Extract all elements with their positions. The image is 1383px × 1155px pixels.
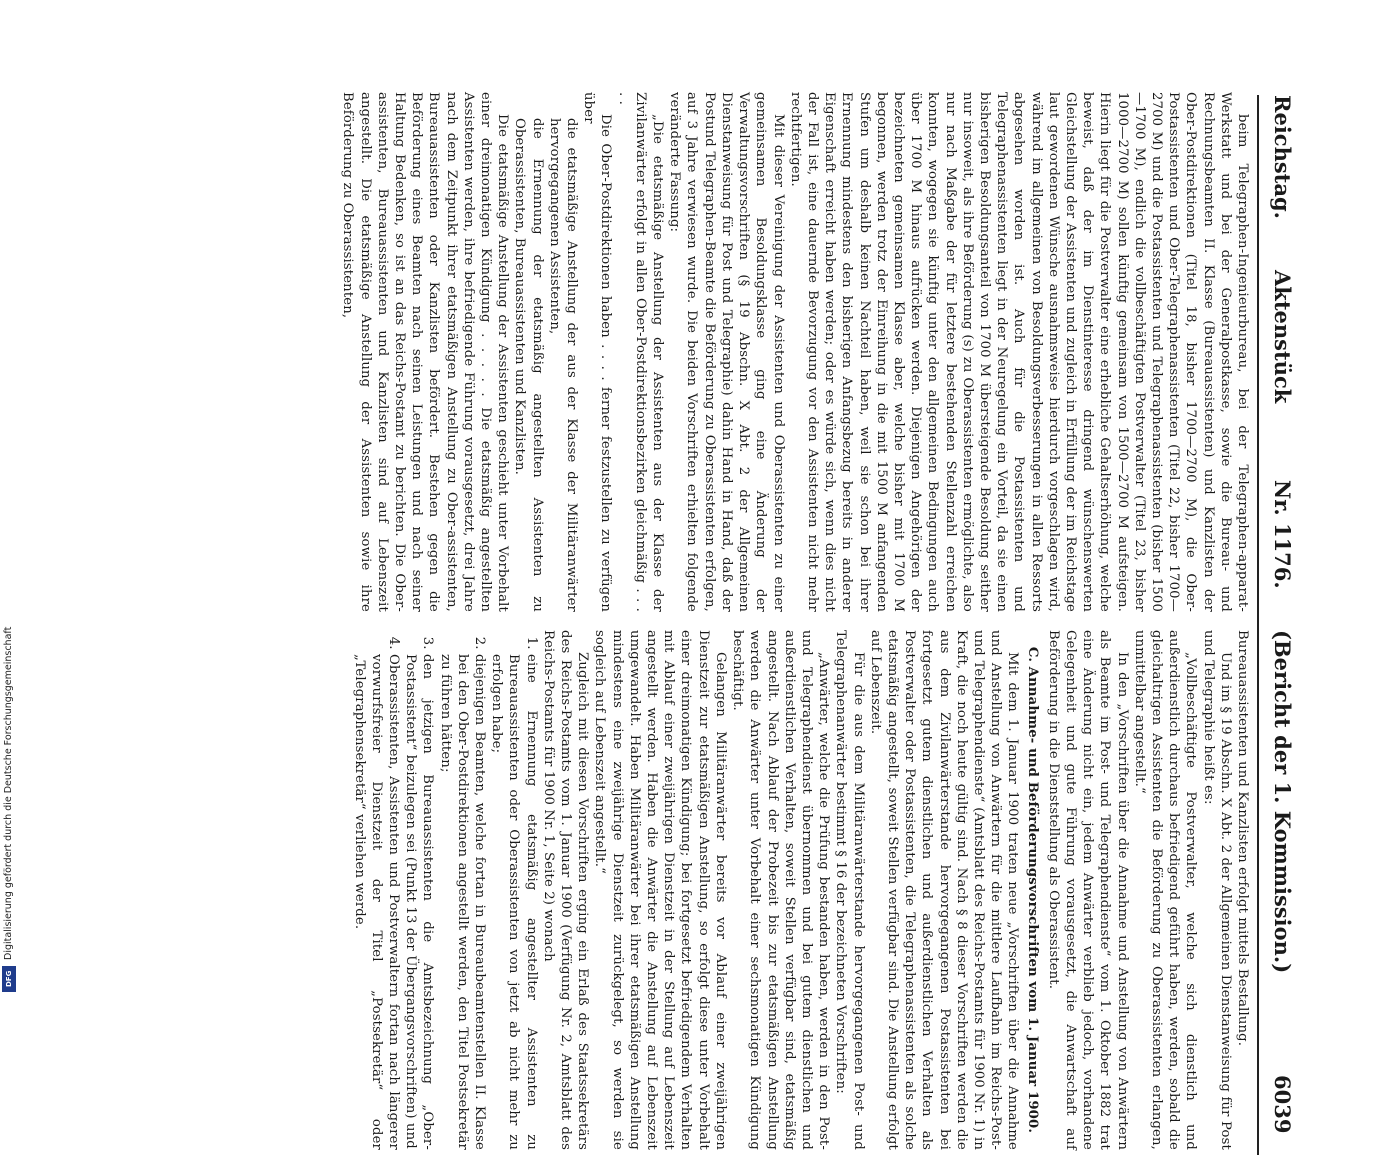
paragraph: „Vollbeschäftigte Postverwalter, welche sich dienstlich und außerdienstlich durchaus befriedigend geführt haben, werden, sobald die gleichaltrigen Assistenten die Beförderung zu Oberassistenten erlangen, unmittelbar angestellt.“ (1131, 630, 1199, 1150)
list-item: 2. diejenigen Beamten, welche fortan in Bureaubeamtenstellen II. Klasse bei den Ober-Postdirektionen angestellt werden, den Titel Postsekretär zu führen hätten; (436, 654, 488, 1150)
paragraph: Bureauassistenten und Kanzlisten erfolgt mittels Bestallung. (1235, 630, 1250, 1047)
header-document-type: Aktenstück (1270, 270, 1295, 404)
page-header (1265, 0, 1305, 1134)
dfg-logo: DFG (2, 966, 16, 992)
paragraph: Die etatsmäßige Anstellung der Assistenten geschieht unter Vorbehalt einer dreimonatigen Kündigung . . . . . Die etatsmäßig angestellten Assistenten werden, ihre befriedigende Führung vorausgesetzt, drei Jahre nach dem Zeitpunkt ihrer etatsmäßigen Anstellung zu Ober-assistenten, Bureauassistenten oder Kanzlisten befördert. Bestehen gegen die Beförderung eines Beamten nach seinen Leistungen und nach seiner Haltung Bedenken, so ist an das Reichs-Postamt zu berichten. Die Ober-assistenten, Bureauassistenten und Kanzlisten sind auf Lebenszeit angestellt. Die etatsmäßige Anstellung der Assistenten sowie ihre Beförderung zu Oberassistenten, (340, 92, 511, 612)
left-column (340, 92, 1251, 612)
page-number: 6039 (1270, 1075, 1295, 1134)
paragraph: die Ernennung der etatsmäßig angestellten Assistenten zu Oberassistenten, Bureauassistenten und Kanzlisten. (512, 118, 545, 612)
list-item: 3. den jetzigen Bureauassistenten die Amtsbezeichnung „Ober-Postassistent“ beizulegen sei (Punkt 13 der Übergangsvorschriften) und (402, 654, 436, 1150)
paragraph: Für die aus dem Militäranwärterstande hervorgegangenen Post- und Telegraphenanwärter bestimmt § 16 der bezeichneten Vorschriften: (833, 630, 866, 1150)
paragraph: Mit dem 1. Januar 1900 traten neue „Vorschriften über die Annahme und Anstellung von Anwärtern für die mittlere Laufbahn im Reichs-Post- und Telegraphendienste“ (Amtsblatt des Reichs-Postamts für 1900 Nr. 1) in Kraft, die noch heute gültig sind. Nach § 8 dieser Vorschriften werden die aus dem Zivilanwärterstande hervorgegangenen Postassistenten bei fortgesetzt gutem dienstlichen und außerdienstlichen Verhalten als Postverwalter oder Postassistenten, die Telegraphenassistenten als solche etatsmäßig angestellt, soweit Stellen verfügbar sind. Die Anstellung erfolgt auf Lebenszeit. (867, 630, 1021, 1150)
footer-text: Digitalisierung gefördert durch die Deutsche Forschungsgemeinschaft (3, 626, 14, 960)
paragraph: Zugleich mit diesen Vorschriften erging ein Erlaß des Staatssekretärs des Reichs-Postamts vom 1. Januar 1900 (Verfügung Nr. 2, Amtsblatt des Reichs-Postamts für 1900 Nr. 1, Seite 2) wonach (540, 630, 591, 1150)
paragraph: beim Telegraphen-Ingenieurbureau, bei der Telegraphen-apparat-Werkstatt und bei der Generalpostkasse, sowie die Bureau- und Rechnungsbeamten II. Klasse (Bureauassistenten) und Kanzlisten der Ober-Postdirektionen (Titel 18, bisher 1700—2700 M), die Ober-Postassistenten und Ober-Telegraphenassistenten (Titel 22, bisher 1700—2700 M) und die Postassistenten und Telegraphenassistenten (bisher 1500—1700 M), endlich die vollbeschäftigten Postverwalter (Titel 23, bisher 1000—2700 M) sollen künftig gemeinsam von 1500—2700 M aufsteigen. Hierin liegt für die Postverwalter eine erhebliche Gehaltserhöhung, welche beweist, daß der im Dienstinteresse dringend wünschenswerten Gleichstellung der Assistenten und zugleich in Erfüllung der im Reichstage laut gewordenen Wünsche ausnahmsweise hierdurch vorgeschlagen wird, während im allgemeinen von Besoldungsverbesserungen in allen Ressorts abgesehen worden ist. Auch für die Postassistenten und Telegraphenassistenten liegt in der Neuregelung ein Vorteil, da sie einen bisherigen Besoldungsanteil von 1700 M übersteigende Besoldung seither nur insoweit, als ihre Beförderung (s) zu Oberassistenten ermöglichte, also nur nach Maßgabe der für letztere bestehenden Stellenzahl erreichen konnten, wogegen sie künftig unter den allgemeinen Bedingungen auch über 1700 M hinaus aufrücken werden. Diejenigen Angehörigen der bezeichneten gemeinsamen Klasse aber, welche bisher mit 1700 M begonnen, werden trotz der Einreihung in die mit 1500 M anfangenden Stufen um deshalb keinen Nachteil haben, weil sie schon bei ihrer Ernennung mindestens den bisherigen Anfangsbezug bereits in anderer Eigenschaft erreicht haben werden; oder es würde sich, wenn dies nicht der Fall ist, eine dauernde Bevorzugung vor den Assistenten nicht mehr rechtfertigen. (787, 92, 1250, 612)
paragraph: „Anwärter, welche die Prüfung bestanden haben, werden in den Post- und Telegraphendienst übernommen und bei gutem dienstlichen und außerdienstlichen Verhalten, soweit Stellen verfügbar sind, etatsmäßig angestellt. Nach Ablauf der Probezeit bis zur etatsmäßigen Anstellung werden die Anwärter unter Vorbehalt einer sechsmonatigen Kündigung beschäftigt. (730, 630, 832, 1150)
header-rule (1257, 95, 1259, 1155)
paragraph: Gelangen Militäranwärter bereits vor Ablauf einer zweijährigen Dienstzeit zur etatsmäßigen Anstellung, so erfolgt diese unter Vorbehalt einer dreimonatigen Kündigung; bei fortgesetzt befriedigendem Verhalten mit Ablauf einer zweijährigen Dienstzeit in der Stellung auf Lebenszeit angestellt werden. Haben die Anwärter die Anstellung auf Lebenszeit umgewandelt. Haben Militäranwärter bei ihrer etatsmäßigen Anstellung mindestens eine zweijährige Dienstzeit zurückgelegt, so werden sie sogleich auf Lebenszeit angestellt.“ (592, 630, 728, 1150)
section-title: C. Annahme- und Beförderungsvorschriften vom 1. Januar 1900. (1024, 646, 1040, 1134)
paragraph: Die Ober-Postdirektionen haben . . . . ferner festzustellen zu verfügen über (581, 92, 614, 612)
list-item: 4. Oberassistenten, Assistenten und Postverwaltern fortan nach längerer vorwurfsfreier Dienstzeit der Titel „Postsekretär“ oder „Telegraphensekretär“ verliehen werde. (350, 654, 402, 1150)
paragraph: die etatsmäßige Anstellung der aus der Klasse der Militäranwärter hervorgegangenen Assistenten, (546, 118, 580, 612)
header-document-number: Nr. 1176. (1270, 480, 1295, 589)
right-column (351, 630, 1251, 1150)
paragraph: „Die etatsmäßige Anstellung der Assistenten aus der Klasse der Zivilanwärter erfolgt in allen Ober-Postdirektionsbezirken gleichmäßig . . . . . (615, 92, 666, 612)
list-item: 1. eine Ernennung etatsmäßig angestellter Assistenten zu Bureauassistenten oder Oberassistenten von jetzt ab nicht mehr zu erfolgen habe; (488, 654, 540, 1150)
paragraph: Mit dieser Vereinigung der Assistenten und Oberassistenten zu einer gemeinsamen Besoldungsklasse ging eine Änderung der Verwaltungsvorschriften (§ 19 Abschn. X Abt. 2 der Allgemeinen Dienstanweisung für Post und Telegraphie) dahin Hand in Hand, daß der Postund Telegraphen-Beamte die Beförderung zu Oberassistenten erfolgen, auf 3 Jahre verwiesen wurde. Die beiden Vorschriften erhielten folgende veränderte Fassung: (667, 92, 786, 612)
numbered-list (350, 630, 539, 1150)
paragraph: Und im § 19 Abschn. X Abt. 2 der Allgemeinen Dienstanweisung für Post und Telegraphie heißt es: (1200, 630, 1233, 1150)
footer-strip (2, 0, 18, 1000)
header-publication: Reichstag. (1270, 95, 1295, 219)
paragraph: In den „Vorschriften über die Annahme und Anstellung von Anwärtern als Beamte im Post- und Telegraphendienste“ vom 1. Oktober 1882 trat eine Änderung nicht ein, jedem Anwärter verblieb jedoch, vorhandene Gelegenheit und gute Führung vorausgesetzt, die Anwartschaft auf Beförderung in die Dienststellung als Oberassistent. (1045, 630, 1130, 1150)
header-report-title: (Bericht der 1. Kommission.) (1270, 630, 1295, 974)
